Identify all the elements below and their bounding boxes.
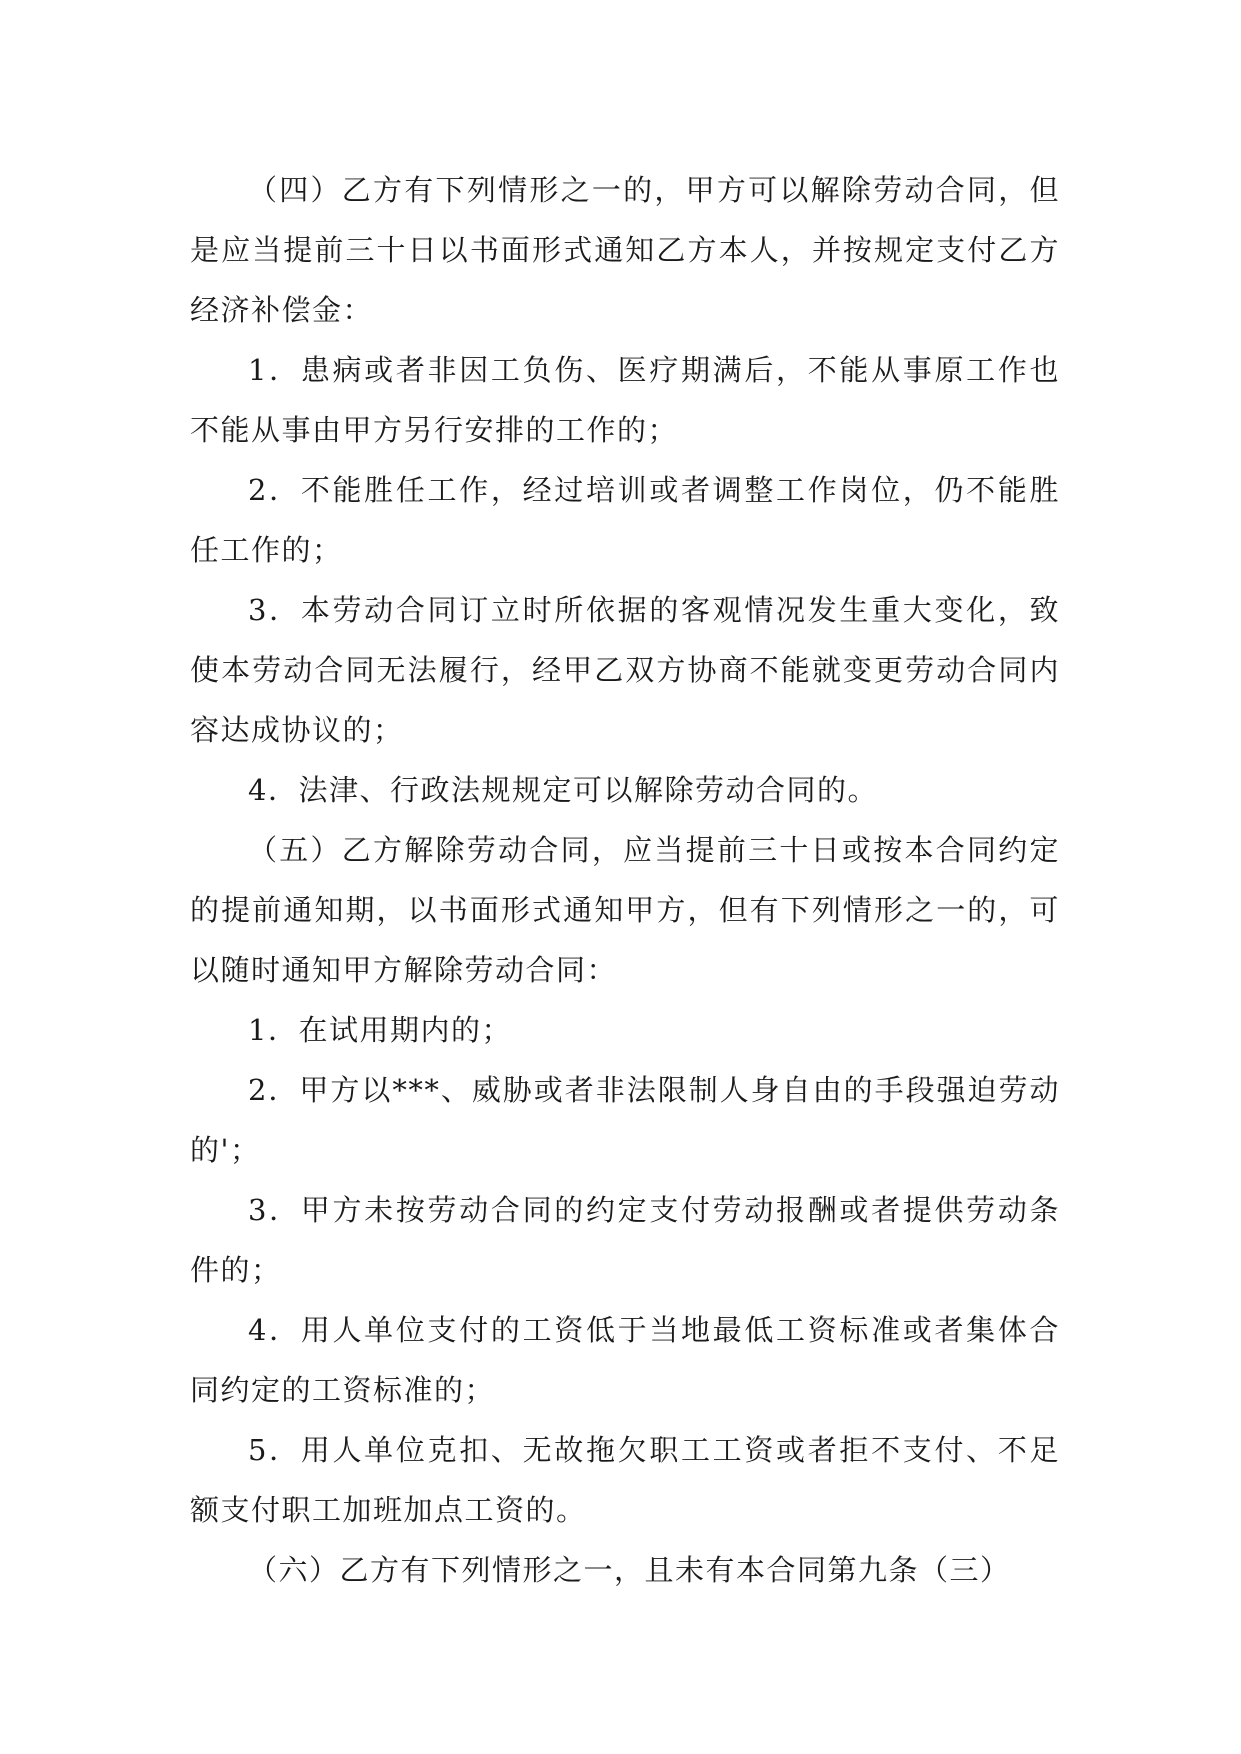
- paragraph-section-5-item-5: 5．用人单位克扣、无故拖欠职工工资或者拒不支付、不足额支付职工加班加点工资的。: [190, 1433, 1060, 1527]
- paragraph-section-4-item-4: 4．法津、行政法规规定可以解除劳动合同的。: [248, 773, 878, 807]
- paragraph-section-5-intro: （五）乙方解除劳动合同，应当提前三十日或按本合同约定的提前通知期，以书面形式通知甲方，但有下列情形之一的，可以随时通知甲方解除劳动合同：: [190, 833, 1060, 987]
- document-body: [190, 160, 1060, 1600]
- paragraph-section-4-item-2: 2．不能胜任工作，经过培训或者调整工作岗位，仍不能胜任工作的；: [190, 473, 1060, 567]
- paragraph-section-5-item-1: 1．在试用期内的；: [248, 1013, 512, 1047]
- paragraph-section-4-item-3: 3．本劳动合同订立时所依据的客观情况发生重大变化，致使本劳动合同无法履行，经甲乙双方协商不能就变更劳动合同内容达成协议的；: [190, 593, 1060, 747]
- paragraph-section-4-intro: （四）乙方有下列情形之一的，甲方可以解除劳动合同，但是应当提前三十日以书面形式通知乙方本人，并按规定支付乙方经济补偿金：: [190, 173, 1060, 327]
- paragraph-section-5-item-2: 2．甲方以***、威胁或者非法限制人身自由的手段强迫劳动的'；: [190, 1073, 1060, 1167]
- paragraph-section-5-item-3: 3．甲方未按劳动合同的约定支付劳动报酬或者提供劳动条件的；: [190, 1193, 1060, 1287]
- paragraph-section-6-intro: （六）乙方有下列情形之一，且未有本合同第九条（三）: [248, 1553, 1011, 1587]
- paragraph-section-4-item-1: 1．患病或者非因工负伤、医疗期满后，不能从事原工作也不能从事由甲方另行安排的工作的；: [190, 353, 1060, 447]
- paragraph-section-5-item-4: 4．用人单位支付的工资低于当地最低工资标准或者集体合同约定的工资标准的；: [190, 1313, 1060, 1407]
